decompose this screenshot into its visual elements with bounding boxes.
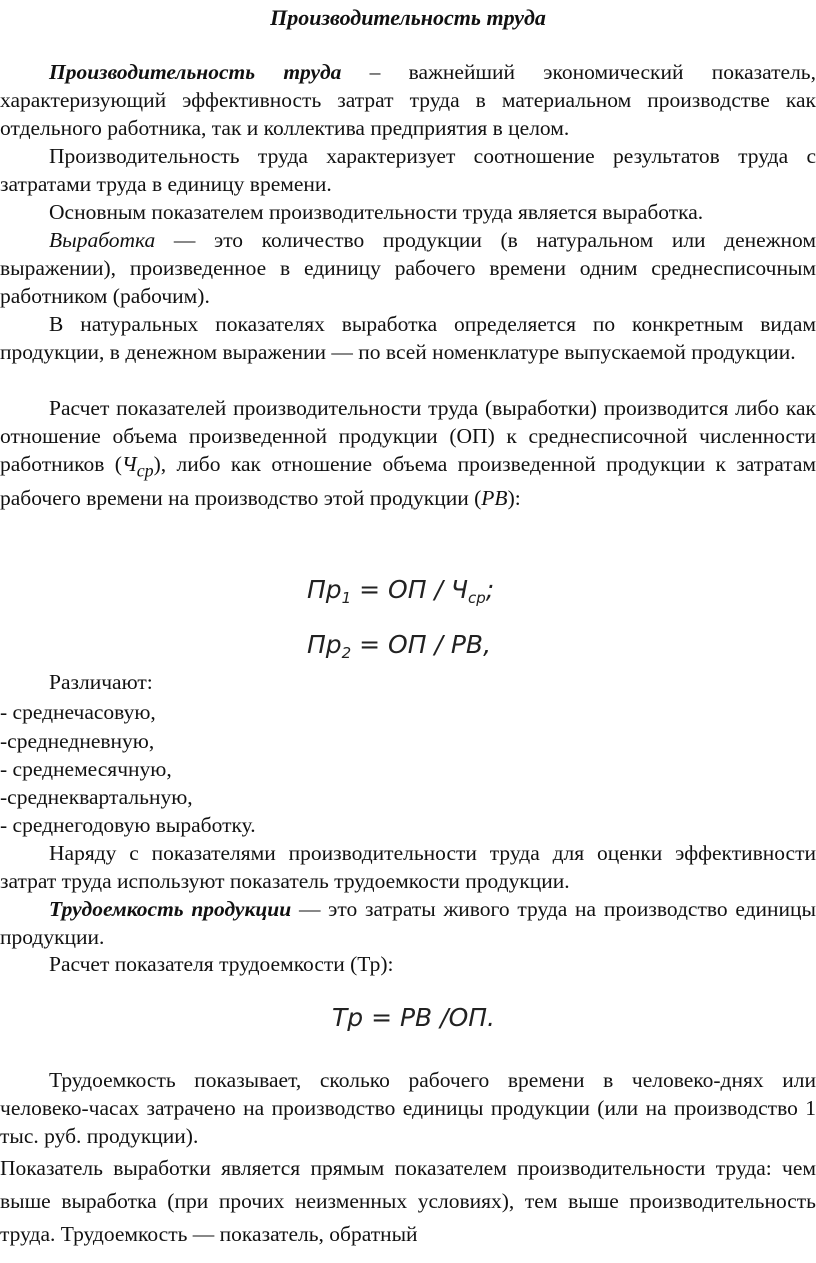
term-output: Выработка <box>49 228 156 252</box>
term-labor-intensity: Трудоемкость продукции <box>49 897 292 921</box>
list-item: - среднегодовую выработку. <box>0 813 256 837</box>
symbol-headcount: $Ч_{ср}$ <box>121 452 154 481</box>
definition-text: — это количество продукции (в натуральном или денежном выражении), произведенное в единицу рабочего времени одним среднесписочным работником (рабочим). <box>0 228 816 308</box>
formula-productivity-2: $Пр_2$ = ОП / РВ, <box>307 630 492 662</box>
calc-text-c: ): <box>507 486 521 511</box>
paragraph-labor-intensity-meaning: Трудоемкость показывает, сколько рабочего времени в человеко-днях или человеко-часах затрачено на производство единицы продукции (или на производство 1 тыс. руб. продукции). <box>0 1068 816 1148</box>
list-item: - среднемесячную, <box>0 757 172 781</box>
paragraph-characteristic: Производительность труда характеризует соотношение результатов труда с затратами труда в единицу времени. <box>0 144 816 196</box>
term-productivity: Производительность труда <box>49 60 342 84</box>
formula-productivity-1: $Пр_1$ = ОП / $Ч_{ср}$; <box>307 575 495 607</box>
paragraph-output-direct: Показатель выработки является прямым показателем производительности труда: чем выше выработка (при прочих неизменных условиях), тем выше производительность труда. Трудоемкость — показатель, обратный <box>0 1156 816 1246</box>
list-intro: Различают: <box>49 670 153 694</box>
paragraph-calculation <box>0 394 816 512</box>
list-item: - среднечасовую, <box>0 700 156 724</box>
paragraph-main-indicator: Основным показателем производительности труда является выработка. <box>49 200 704 224</box>
document-title: Производительность труда <box>270 5 546 30</box>
symbol-worktime: РВ <box>481 486 508 511</box>
list-item: -среднедневную, <box>0 729 155 753</box>
calc-text-a: Расчет показателей производительности труда (выработки) производится либо как отношение объема произведенной продукции (ОП) к среднесписочной численности работников ( <box>0 396 816 476</box>
paragraph-labor-intensity-calc: Расчет показателя трудоемкости (Тр): <box>49 952 394 976</box>
definition-text: – важнейший экономический показатель, характеризующий эффективность затрат труда в материальном производстве как отдельного работника, так и коллектива предприятия в целом. <box>0 60 816 140</box>
formula-labor-intensity: Тр = РВ /ОП. <box>332 1003 496 1032</box>
paragraph-definition-labor-intensity <box>0 895 816 951</box>
paragraph-natural-indicators: В натуральных показателях выработка определяется по конкретным видам продукции, в денежном выражении — по всей номенклатуре выпускаемой продукции. <box>0 312 816 364</box>
definition-text: — это затраты живого труда на производство единицы продукции. <box>0 897 816 949</box>
paragraph-definition-productivity <box>0 58 816 142</box>
paragraph-labor-intensity-intro: Наряду с показателями производительности труда для оценки эффективности затрат труда используют показатель трудоемкости продукции. <box>0 841 816 893</box>
list-item: -среднеквартальную, <box>0 785 193 809</box>
calc-text-b: ), либо как отношение объема произведенной продукции к затратам рабочего времени на производство этой продукции ( <box>0 452 816 511</box>
paragraph-definition-output <box>0 226 816 310</box>
